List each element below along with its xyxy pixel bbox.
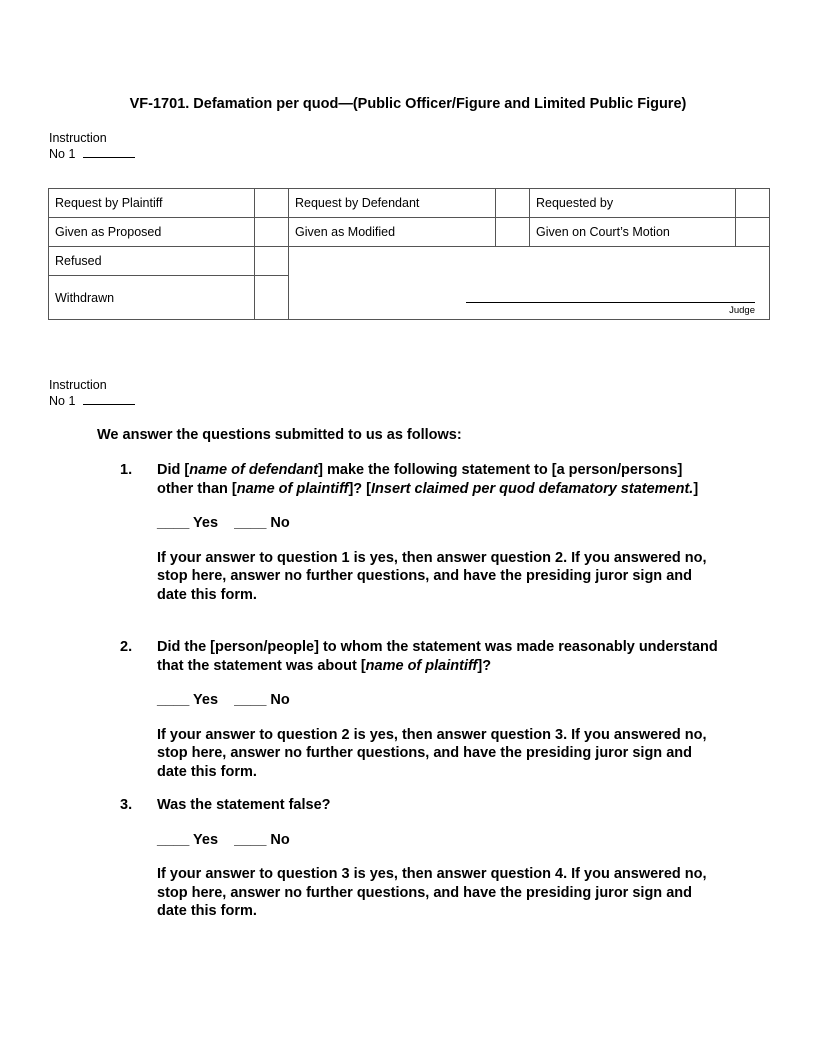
- withdrawn-checkbox[interactable]: [255, 276, 289, 320]
- yes-no-answer[interactable]: ____ Yes ____ No: [157, 692, 290, 708]
- instruction-label: Instruction: [49, 131, 107, 145]
- question-instruction: If your answer to question 2 is yes, then answer question 3. If you answered no, stop here, answer no further questions, and have the presiding juror sign and date this form.: [157, 726, 707, 780]
- withdrawn-label: Withdrawn: [49, 276, 255, 320]
- instruction-block-1: [49, 131, 135, 162]
- question-instruction: If your answer to question 1 is yes, then answer question 2. If you answered no, stop here, answer no further questions, and have the presiding juror sign and date this form.: [157, 549, 707, 603]
- request-by-plaintiff-label: Request by Plaintiff: [49, 189, 255, 218]
- given-as-proposed-label: Given as Proposed: [49, 218, 255, 247]
- question-text: Did [name of defendant] make the following statement to [a person/persons] other than [name of plaintiff]? [Insert claimed per quod defamatory statement.]: [157, 462, 699, 497]
- yes-no-answer[interactable]: ____ Yes ____ No: [157, 515, 290, 531]
- given-on-courts-motion-label: Given on Court’s Motion: [530, 218, 736, 247]
- instruction-number-blank[interactable]: [83, 393, 135, 405]
- question-text: Did the [person/people] to whom the statement was made reasonably understand that the statement was about [name of plaintiff]?: [157, 639, 718, 674]
- question-instruction: If your answer to question 3 is yes, then answer question 4. If you answered no, stop here, answer no further questions, and have the presiding juror sign and date this form.: [157, 866, 707, 919]
- request-by-defendant-label: Request by Defendant: [289, 189, 496, 218]
- yes-no-answer[interactable]: ____ Yes ____ No: [157, 831, 290, 848]
- refused-checkbox[interactable]: [255, 247, 289, 276]
- question-3: [120, 796, 720, 921]
- requested-by-label: Requested by: [530, 189, 736, 218]
- question-number: 1.: [120, 462, 133, 478]
- given-as-modified-label: Given as Modified: [289, 218, 496, 247]
- instruction-label: Instruction: [49, 378, 107, 392]
- instruction-number: No 1: [49, 147, 76, 161]
- given-on-courts-motion-checkbox[interactable]: [736, 218, 770, 247]
- request-table: [48, 188, 770, 320]
- question-2: [120, 638, 720, 781]
- judge-signature-area: [289, 247, 770, 320]
- question-number: 2.: [120, 639, 133, 655]
- given-as-modified-checkbox[interactable]: [496, 218, 530, 247]
- instruction-block-2: [49, 378, 135, 409]
- question-text: Was the statement false?: [157, 797, 331, 813]
- requested-by-checkbox[interactable]: [736, 189, 770, 218]
- request-by-defendant-checkbox[interactable]: [496, 189, 530, 218]
- given-as-proposed-checkbox[interactable]: [255, 218, 289, 247]
- instruction-number-blank[interactable]: [83, 146, 135, 158]
- question-number: 3.: [120, 797, 133, 813]
- judge-label: Judge: [729, 305, 755, 316]
- instruction-number: No 1: [49, 394, 76, 408]
- question-1: [120, 461, 720, 604]
- judge-signature-line[interactable]: [466, 302, 755, 303]
- request-by-plaintiff-checkbox[interactable]: [255, 189, 289, 218]
- verdict-intro: We answer the questions submitted to us as follows:: [97, 427, 462, 443]
- refused-label: Refused: [49, 247, 255, 276]
- page-title: VF-1701. Defamation per quod—(Public Officer/Figure and Limited Public Figure): [129, 96, 687, 112]
